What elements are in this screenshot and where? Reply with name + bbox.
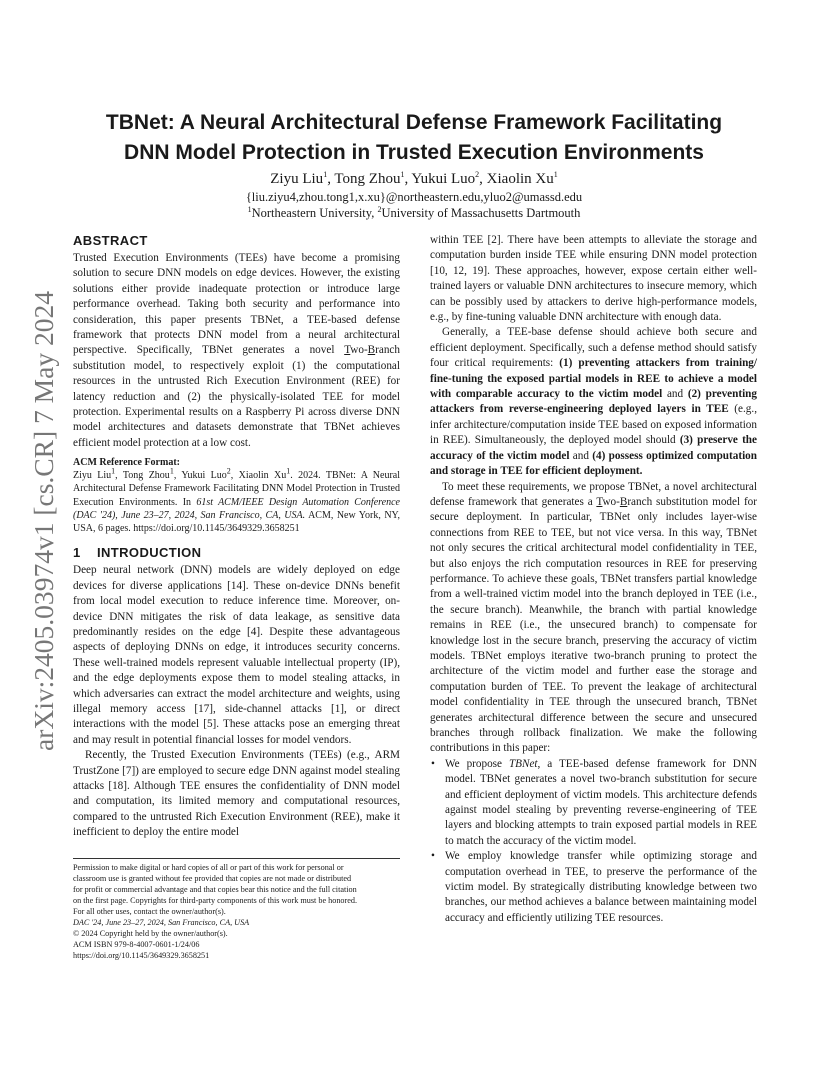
text: , a TEE-based defense framework for DNN model. TBNet generates a novel two-branch substitution for secure and efficient deployment of victim models. This architecture defends against model stealing by preventing reverse-engineering of TEE layers and blocking attempts to train exposed partial models in REE to match the accuracy of the victim model. xyxy=(445,757,757,847)
text: and xyxy=(662,388,688,401)
section-number: 1 xyxy=(73,545,81,561)
introduction-heading xyxy=(73,544,400,561)
author-name: Tong Zhou xyxy=(334,171,401,187)
copyright-footnote xyxy=(73,858,400,961)
requirement-1: (1) preventing attackers from training/ fine-tuning the exposed partial models in REE to achieve a model with comparable accuracy to the victim model xyxy=(430,357,757,401)
acm-author-mark: 1 xyxy=(286,466,291,476)
left-column xyxy=(73,232,400,841)
text: (e.g., infer architecture/computation inside TEE based on exposed information in REE). Simultaneously, the deployed model should xyxy=(430,403,757,447)
author-affil-mark: 2 xyxy=(475,170,480,179)
paper-title xyxy=(70,108,758,168)
acm-author-mark: 1 xyxy=(169,466,174,476)
text: To meet these requirements, we propose TBNet, a novel architectural defense framework that generates a xyxy=(430,480,757,508)
arxiv-stamp-text: arXiv:2405.03974v1 [cs.CR] 7 May 2024 xyxy=(29,299,59,751)
affil-name: University of Massachusetts Dartmouth xyxy=(381,206,581,220)
intro-paragraph-4 xyxy=(430,325,757,479)
footnote-isbn: ACM ISBN 979-8-4007-0601-1/24/06 xyxy=(73,940,200,949)
intro-paragraph-3: within TEE [2]. There have been attempts to alleviate the storage and computation burden inside TEE while ensuring DNN model protection [10, 12, 19]. These approaches, however, expose certain either well-trained layers or valuable DNN architectures to insecure memory, which can be possibly used by attackers to derive high-performance models, e.g., by fine-tuning valuable DNN architecture with enough data. xyxy=(430,234,757,324)
abstract-text: ranch substitution model, to respectively exploit (1) the computational resources in the untrusted Rich Execution Environment (REE) for latency reduction and (2) the physically-isolated TEE for model protection. Experimental results on a Raspberry Pi across diverse DNN model architectures and datasets demonstrate that TBNet achieves efficient model protection at a low cost. xyxy=(73,344,400,449)
author-emails: {liu.ziyu4,zhou.tong1,x.xu}@northeastern.edu,yluo2@umassd.edu xyxy=(245,190,583,204)
abstract-underline-t: T xyxy=(344,344,351,357)
arxiv-stamp xyxy=(14,285,64,765)
requirement-4: (4) possess optimized computation and storage in TEE for efficient deployment. xyxy=(430,449,757,478)
author-separator: , xyxy=(479,171,487,187)
intro-paragraph-1: Deep neural network (DNN) models are widely deployed on edge devices for diverse applications [14]. These on-device DNNs benefit from local model execution to reduce inference time. Moreover, on-device DNN mitigates the risk of data leakage, as sensitive data predominantly resides on the edge [4]. Despite these advantageous aspects of deploying DNNs on edge, it introduces security concerns. These well-trained models represent valuable intellectual property (IP), and the edge deployments expose them to model stealing attacks, in which adversaries can extract the model architecture and weights, using illegal memory access [17], side-channel attacks [1], or direct interactions with the model [5]. These attacks pose an emerging threat and may result in potential financial losses for model vendors. xyxy=(73,564,400,746)
author-affil-mark: 1 xyxy=(553,170,558,179)
affiliations xyxy=(70,206,758,221)
tbnet-emphasis: TBNet xyxy=(508,757,538,770)
acm-author: , Tong Zhou xyxy=(115,470,170,482)
abstract-paragraph xyxy=(73,251,400,451)
footnote-line: classroom use is granted without fee provided that copies are not made or distributed xyxy=(73,874,352,883)
intro-paragraph-5 xyxy=(430,480,757,757)
section-title: INTRODUCTION xyxy=(97,545,202,561)
footnote-line: For all other uses, contact the owner/author(s). xyxy=(73,907,226,916)
affil-mark: 2 xyxy=(377,204,382,214)
affil-mark: 1 xyxy=(247,204,252,214)
requirement-3: (3) preserve the accuracy of the victim model xyxy=(430,434,757,462)
abstract-underline-b: B xyxy=(367,344,376,357)
title-line-1: TBNet: A Neural Architectural Defense Framework Facilitating xyxy=(105,111,723,134)
footnote-copyright: © 2024 Copyright held by the owner/author(s). xyxy=(73,929,228,938)
author-name: Yukui Luo xyxy=(411,171,476,187)
acm-ref-venue: 61st ACM/IEEE Design Automation Conference (DAC '24), June 23–27, 2024, San Francisco, CA, USA. xyxy=(73,496,400,521)
intro-paragraph-2: Recently, the Trusted Execution Environments (TEEs) (e.g., ARM TrustZone [7]) are employed to secure edge DNN against model stealing attacks [18]. Although TEE ensures the confidentiality of DNN model and computation, its limited memory and computational resources, compared to the untrusted Rich Execution Environment (REE), make it inefficient to deploy the entire model xyxy=(73,749,400,839)
author-separator: , xyxy=(327,171,335,187)
footnote-line: on the first page. Copyrights for third-party components of this work must be honored. xyxy=(73,896,358,905)
text: ranch substitution model for secure deployment. In particular, TBNet only includes layer-wise connections from REE to TEE, but not vice versa. In this way, TBNet not only secures the critical architectural model confidentiality in TEE, but also enjoys the rich computation resources in REE for preserving performance. To achieve these goals, TBNet transfers partial knowledge from a well-trained victim model into the branch deployed in TEE (i.e., the secure branch). Meanwhile, the branch with partial knowledge remains in REE (i.e., the unsecured branch) to compensate for knowledge lost in the secure branch, preserving the accuracy of victim models. TBNet employs iterative two-branch pruning to protect the architecture of the victim model and further ease the storage and computation burden of TEE. To prevent the leakage of architectural model confidentiality in TEE through the unsecured branch, TBNet generates architectural difference between the secure and unsecured branches through rollback finalization. We make the following contributions in this paper: xyxy=(430,495,757,755)
contribution-list xyxy=(430,757,757,926)
author-name: Ziyu Liu xyxy=(270,171,324,187)
acm-author-mark: 1 xyxy=(111,466,116,476)
footnote-doi: https://doi.org/10.1145/3649329.3658251 xyxy=(73,951,210,960)
underline-t: T xyxy=(596,495,603,508)
footnote-line: for profit or commercial advantage and that copies bear this notice and the full citation xyxy=(73,885,357,894)
author-list xyxy=(70,171,758,188)
footnote-line: Permission to make digital or hard copies of all or part of this work for personal or xyxy=(73,863,344,872)
affil-name: Northeastern University xyxy=(251,206,372,220)
abstract-text: Trusted Execution Environments (TEEs) have become a promising solution to secure DNN models on edge devices. However, the existing solutions either provide inadequate protection or introduce large performance overhead. Taking both security and performance into consideration, this paper presents TBNet, a TEE-based defense framework that protects DNN model from a neural architectural perspective. Specifically, TBNet generates a novel xyxy=(73,252,400,357)
right-column xyxy=(430,233,757,926)
author-separator: , xyxy=(404,171,412,187)
text: and xyxy=(569,449,593,462)
author-name: Xiaolin Xu xyxy=(486,171,554,187)
acm-author: , Xiaolin Xu xyxy=(230,470,287,482)
acm-reference-text xyxy=(73,466,400,535)
acm-ref-text: ACM, New York, NY, USA, 6 pages. https://doi.org/10.1145/3649329.3658251 xyxy=(73,509,400,535)
acm-reference-heading: ACM Reference Format: xyxy=(73,457,180,469)
affil-separator: , xyxy=(371,206,378,220)
contribution-item xyxy=(430,757,757,849)
author-affil-mark: 1 xyxy=(323,170,328,179)
requirement-2: (2) preventing attackers from reverse-engineering deployed layers in TEE xyxy=(430,388,758,416)
footnote-conference: DAC '24, June 23–27, 2024, San Francisco, CA, USA xyxy=(73,918,250,927)
acm-ref-text: . 2024. TBNet: A Neural Architectural Defense Framework Facilitating DNN Model Protection in Trusted Execution Environments. In xyxy=(73,470,400,508)
text: Generally, a TEE-base defense should achieve both secure and efficient deployment. Specifically, such a defense method should satisfy four critical requirements: xyxy=(430,326,757,370)
acm-author: Ziyu Liu xyxy=(73,470,112,482)
text: wo- xyxy=(602,495,620,508)
title-line-2: DNN Model Protection in Trusted Execution Environments xyxy=(124,141,704,164)
acm-author: , Yukui Luo xyxy=(173,470,227,482)
abstract-heading: ABSTRACT xyxy=(73,233,148,248)
contribution-item: • We employ knowledge transfer while optimizing storage and computation overhead in TEE, to preserve the performance of the victim model. By strategically distributing knowledge between two branches, our method achieves a balance between maintaining model accuracy and efficiently utilizing TEE resources. xyxy=(430,849,757,926)
abstract-text: wo- xyxy=(350,344,368,357)
underline-b: B xyxy=(619,495,628,508)
text: We propose xyxy=(445,757,509,770)
author-affil-mark: 1 xyxy=(400,170,405,179)
acm-author-mark: 2 xyxy=(226,466,231,476)
